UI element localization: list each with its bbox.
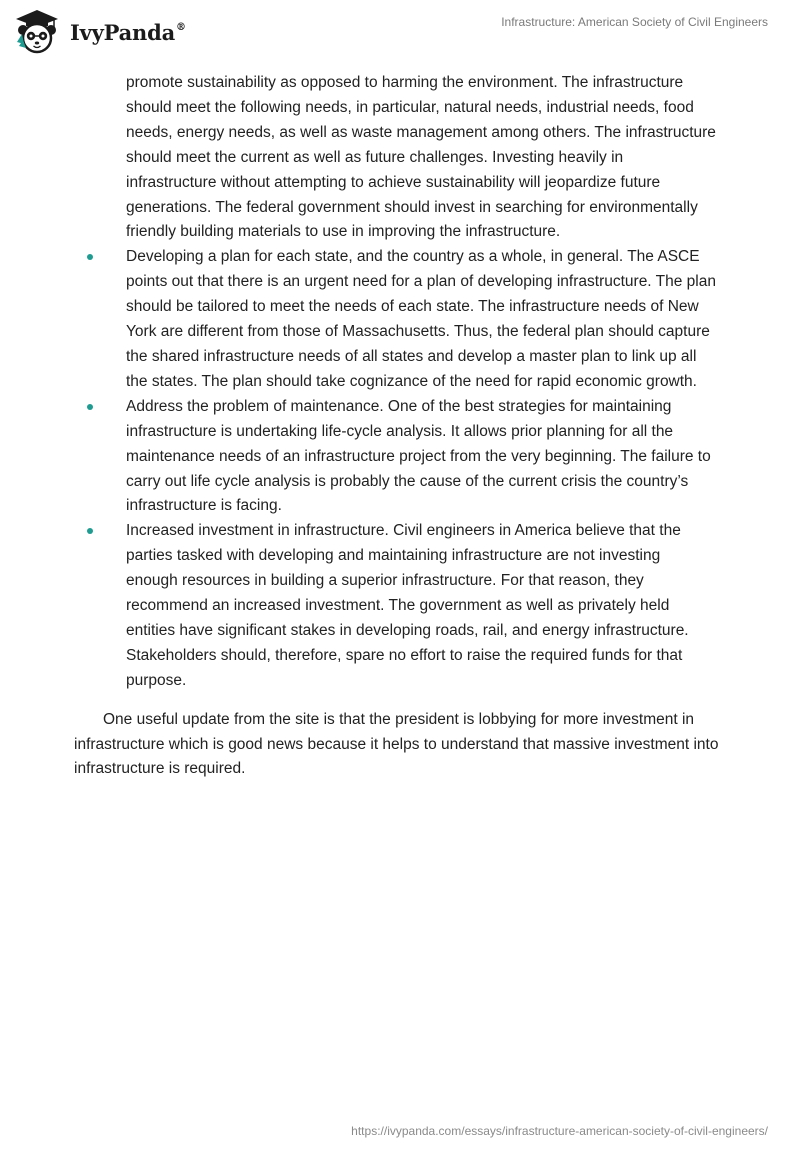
- closing-paragraph: One useful update from the site is that the president is lobbying for more investment in infrastructure which is good news because it helps to understand that massive investment into infrastructure is required.: [74, 710, 719, 778]
- list-item: [0, 395, 716, 520]
- list-item: [0, 519, 716, 693]
- panda-graduate-icon[interactable]: [14, 8, 60, 54]
- document-title: Infrastructure: American Society of Civil Engineers: [501, 15, 768, 29]
- brand-name[interactable]: [70, 20, 186, 45]
- source-url[interactable]: https://ivypanda.com/essays/infrastructure-american-society-of-civil-engineers/: [351, 1124, 768, 1138]
- bullet-icon: [87, 528, 93, 534]
- brand-text: IvyPanda: [70, 20, 176, 45]
- list-item: [0, 245, 716, 394]
- list-item-text: Developing a plan for each state, and the country as a whole, in general. The ASCE points out that there is an urgent need for a plan of developing infrastructure. The plan should be tailored to meet the needs of each state. The infrastructure needs of New York are different from those of Massachusetts. Thus, the federal plan should capture the shared infrastructure needs of all states and develop a master plan to link up all the states. The plan should take cognizance of the need for rapid economic growth.: [126, 248, 716, 390]
- essay-content: [0, 71, 800, 782]
- list-item-text: Address the problem of maintenance. One of the best strategies for maintaining infrastructure is undertaking life-cycle analysis. It allows prior planning for all the maintenance needs of an infrastructure project from the very beginning. The failure to carry out life cycle analysis is probably the cause of the current crisis the country’s infrastructure is facing.: [126, 397, 711, 515]
- continued-paragraph: promote sustainability as opposed to harming the environment. The infrastructure should meet the following needs, in particular, natural needs, industrial needs, food needs, energy needs, as well as waste management among others. The infrastructure should meet the current as well as future challenges. Investing heavily in infrastructure without attempting to achieve sustainability will jeopardize future generations. The federal government should invest in searching for environmentally friendly building materials to use in improving the infrastructure.: [126, 74, 716, 241]
- bullet-list: [0, 245, 800, 693]
- registered-mark: ®: [176, 22, 186, 33]
- page-header: [0, 0, 800, 66]
- bullet-icon: [87, 254, 93, 260]
- bullet-icon: [87, 404, 93, 410]
- list-item-text: Increased investment in infrastructure. Civil engineers in America believe that the parties tasked with developing and maintaining infrastructure are not investing enough resources in building a superior infrastructure. For that reason, they recommend an increased investment. The government as well as privately held entities have significant stakes in developing roads, rail, and energy infrastructure. Stakeholders should, therefore, spare no effort to raise the required funds for that purpose.: [126, 522, 689, 689]
